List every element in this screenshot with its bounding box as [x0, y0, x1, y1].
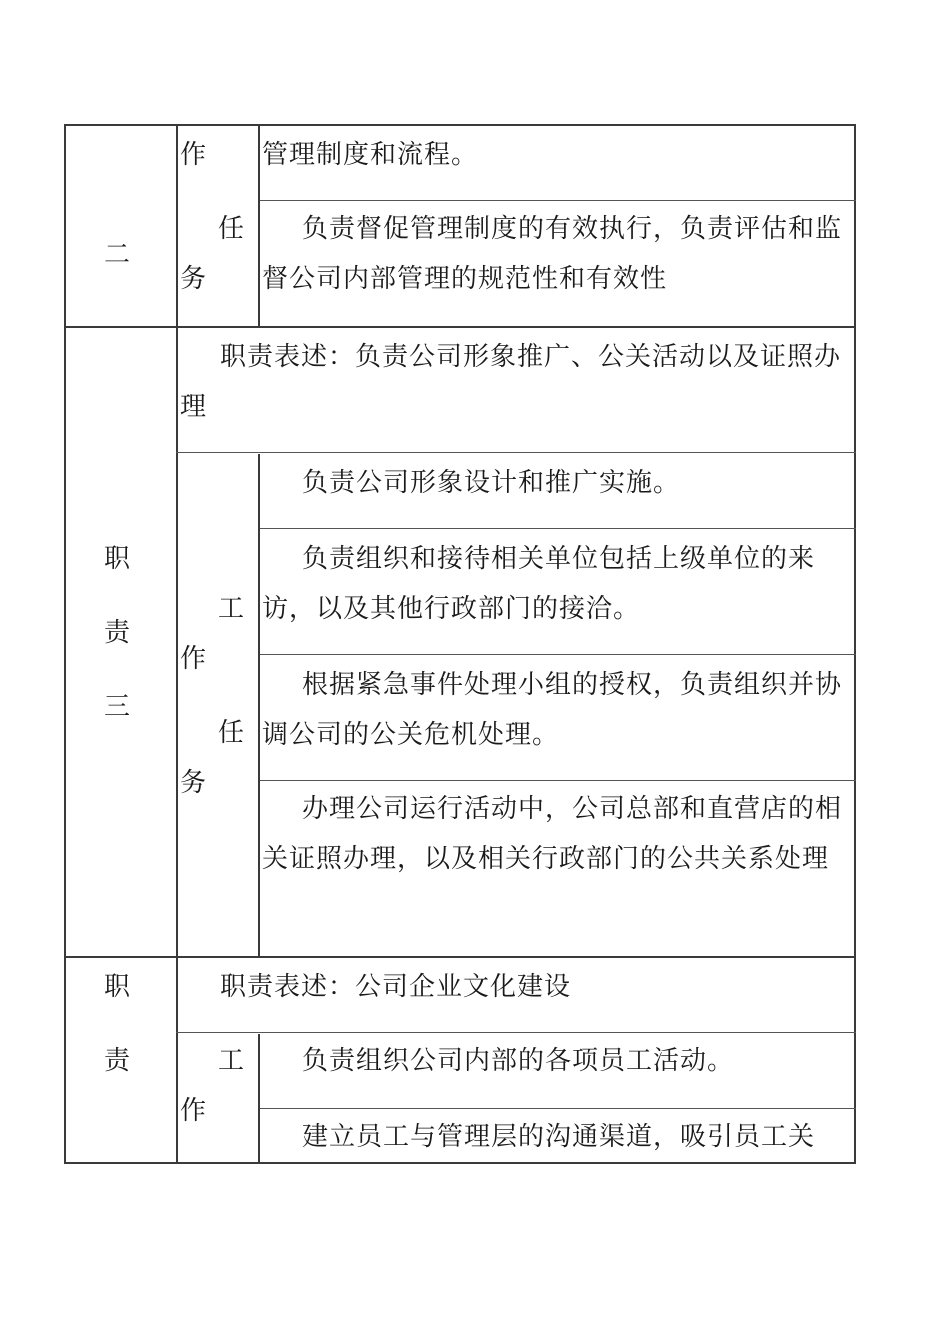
table-top-border — [64, 124, 856, 126]
duty3-task2-line — [260, 654, 856, 655]
duty4-task-1: 负责组织公司内部的各项员工活动。 — [302, 1046, 735, 1076]
duty4-label-2: 责 — [104, 1046, 132, 1076]
duty3-work-col-3: 任 — [218, 718, 246, 748]
duty3-task3-line — [260, 780, 856, 781]
table-right-border — [854, 124, 856, 1164]
table-bottom-border — [64, 1162, 856, 1164]
duty2-task-row-divider — [260, 200, 856, 201]
duty3-work-col-1: 工 — [218, 594, 246, 624]
duty4-label-1: 职 — [104, 972, 132, 1002]
duty3-label-1: 职 — [104, 544, 132, 574]
duty3-work-col-2: 作 — [180, 644, 208, 674]
duty2-bottom-line — [64, 326, 856, 328]
duty2-label: 二 — [104, 240, 132, 270]
duty4-task1-line — [260, 1108, 856, 1109]
duty3-task1-line — [260, 528, 856, 529]
duty3-desc-bottom-line — [176, 452, 856, 453]
duty2-task-col-1: 任 — [218, 214, 246, 244]
duty2-task-1: 管理制度和流程。 — [262, 140, 479, 170]
duty3-task-3: 根据紧急事件处理小组的授权，负责组织并协调公司的公关危机处理。 — [262, 670, 843, 750]
duty4-description: 职责表述：公司企业文化建设 — [220, 972, 572, 1002]
duty2-work-col-top: 作 — [180, 140, 208, 170]
duty2-task-col-2: 务 — [180, 264, 208, 294]
duty4-work-col-2: 作 — [180, 1096, 208, 1126]
duty3-label-3: 三 — [104, 692, 132, 722]
duty-table — [64, 124, 856, 1164]
duty2-work-divider — [258, 124, 260, 326]
duty3-label-2: 责 — [104, 618, 132, 648]
duty4-desc-bottom-line — [176, 1032, 856, 1033]
duty3-task-1: 负责公司形象设计和推广实施。 — [302, 468, 681, 498]
duty2-task-2: 负责督促管理制度的有效执行，负责评估和监督公司内部管理的规范性和有效性 — [262, 214, 843, 294]
duty3-bottom-line — [64, 956, 856, 958]
duty3-work-col-4: 务 — [180, 768, 208, 798]
duty4-task-2: 建立员工与管理层的沟通渠道，吸引员工关 — [302, 1122, 816, 1152]
duty4-work-divider — [258, 1034, 260, 1164]
duty4-work-col-1: 工 — [218, 1046, 246, 1076]
table-left-border — [64, 124, 66, 1164]
label-column-divider — [176, 124, 178, 1164]
duty3-description: 职责表述：负责公司形象推广、公关活动以及证照办理 — [180, 342, 842, 422]
duty3-task-2: 负责组织和接待相关单位包括上级单位的来访，以及其他行政部门的接洽。 — [262, 544, 816, 624]
duty3-task-4: 办理公司运行活动中，公司总部和直营店的相关证照办理，以及相关行政部门的公共关系处理 — [262, 794, 843, 874]
duty3-work-divider — [258, 454, 260, 956]
